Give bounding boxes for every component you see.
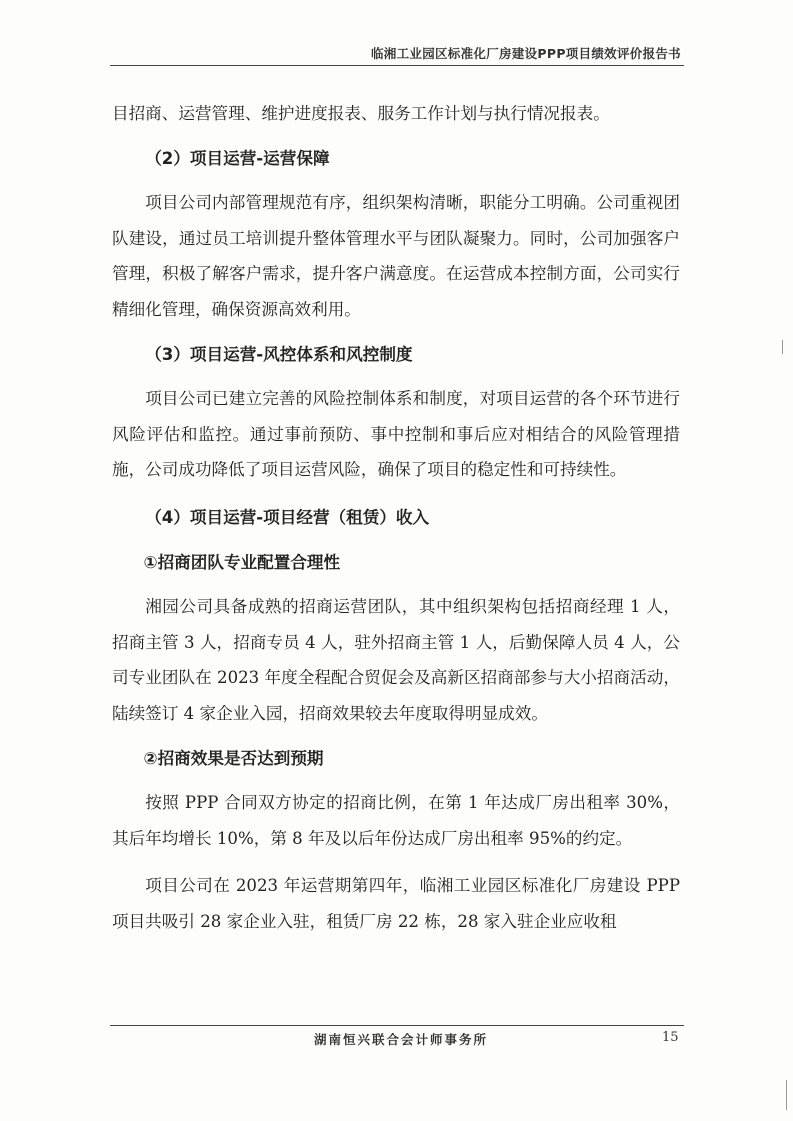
- scan-edge-mark: [786, 1080, 787, 1110]
- section-heading-4: （4）项目运营-项目经营（租赁）收入: [145, 507, 430, 527]
- footer-firm-name: 湖南恒兴联合会计师事务所: [314, 1032, 489, 1047]
- paragraph-continued: 目招商、运营管理、维护进度报表、服务工作计划与执行情况报表。: [112, 104, 610, 123]
- subheading-investment-effect: ②招商效果是否达到预期: [143, 748, 324, 768]
- paragraph-rental-agreement: 按照 PPP 合同双方协定的招商比例，在第 1 年达成厂房出租率 30%，其后年均增长 10%，第 8 年及以后年份达成厂房出租率 95%的约定。: [112, 793, 680, 848]
- paragraph-investment-team: 湘园公司具备成熟的招商运营团队，其中组织架构包括招商经理 1 人，招商主管 3 人，招商专员 4 人，驻外招商主管 1 人，后勤保障人员 4 人，公司专业团队在 2023 年度全程配合贸促会及高新区招商部参与大小招商活动，陆续签订 4 家企业入园，招商效果较去年度取得明显成效。: [112, 597, 680, 723]
- page-number: 15: [662, 1030, 679, 1045]
- paragraph-risk-control: 项目公司已建立完善的风险控制体系和制度，对项目运营的各个环节进行风险评估和监控。通过事前预防、事中控制和事后应对相结合的风险管理措施，公司成功降低了项目运营风险，确保了项目的稳定性和可持续性。: [112, 389, 680, 480]
- paragraph-operation-guarantee: 项目公司内部管理规范有序，组织架构清晰，职能分工明确。公司重视团队建设，通过员工培训提升整体管理水平与团队凝聚力。同时，公司加强客户管理，积极了解客户需求，提升客户满意度。在运营成本控制方面，公司实行精细化管理，确保资源高效利用。: [112, 193, 680, 319]
- section-heading-2: （2）项目运营-运营保障: [145, 148, 330, 168]
- paragraph-tenant-summary: 项目公司在 2023 年运营期第四年，临湘工业园区标准化厂房建设 PPP 项目共吸引 28 家企业入驻，租赁厂房 22 栋，28 家入驻企业应收租: [112, 876, 680, 931]
- document-body: [112, 96, 680, 939]
- scan-edge-mark: [782, 340, 783, 354]
- footer-divider: [110, 1025, 684, 1026]
- section-heading-3: （3）项目运营-风控体系和风控制度: [145, 344, 413, 364]
- page-header: 临湘工业园区标准化厂房建设PPP项目绩效评价报告书: [371, 46, 681, 61]
- header-divider: [110, 65, 684, 66]
- subheading-team-configuration: ①招商团队专业配置合理性: [143, 552, 341, 572]
